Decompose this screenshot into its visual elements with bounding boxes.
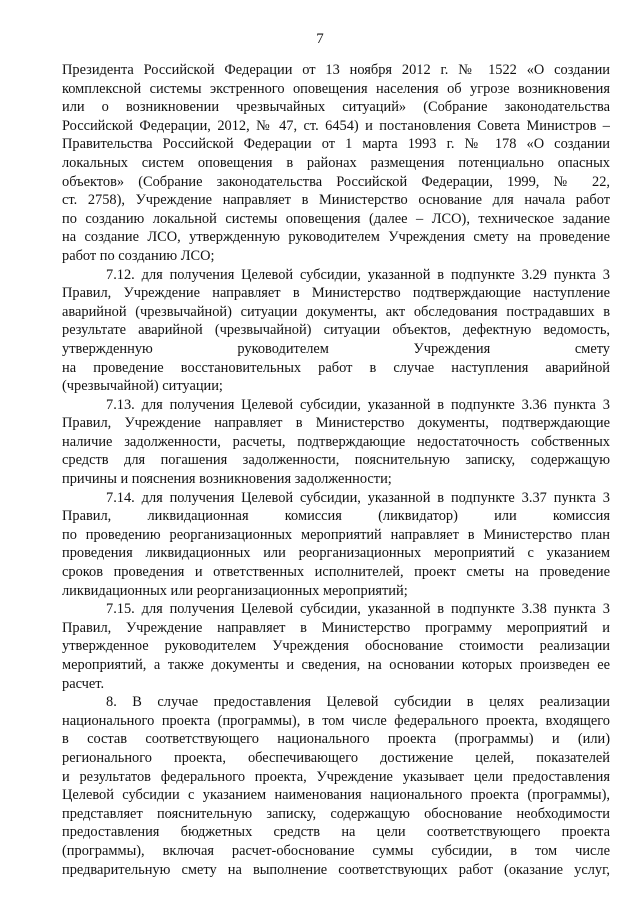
text-line: утвержденное руководителем Учреждения обоснование стоимости реализации	[62, 638, 610, 655]
text-line: (программы), включая расчет-обоснование суммы субсидии, в том числе	[62, 842, 610, 859]
text-line: представляет пояснительную записку, содержащую обоснование необходимости	[62, 805, 610, 822]
text-line: регионального проекта, обеспечивающего достижение целей, показателей	[62, 749, 610, 766]
text-line: (чрезвычайной) ситуации;	[62, 378, 223, 395]
text-line: проведения ликвидационных или реорганизационных мероприятий с указанием	[62, 545, 610, 562]
text-line: объектов» (Собрание законодательства Российской Федерации, 1999, № 22,	[62, 173, 610, 190]
text-line: 7.13. для получения Целевой субсидии, указанной в подпункте 3.36 пункта 3	[106, 396, 610, 413]
text-line: работ по созданию ЛСО;	[62, 247, 215, 264]
text-line: предварительную смету на выполнение соответствующих работ (оказание услуг,	[62, 861, 610, 878]
text-line: результате аварийной (чрезвычайной) ситуации объектов, дефектную ведомость,	[62, 322, 610, 339]
text-line: аварийной (чрезвычайной) ситуации документы, акт обследования пострадавших в	[62, 303, 610, 320]
text-line: 8. В случае предоставления Целевой субсидии в целях реализации	[106, 694, 610, 711]
text-line: в состав соответствующего национального проекта (программы) и (или)	[62, 731, 610, 748]
text-line: мероприятий, а также документы и сведения, на основании которых произведен ее	[62, 657, 610, 673]
text-line: Целевой субсидии с указанием наименования национального проекта (программы),	[62, 787, 610, 804]
text-line: локальных систем оповещения в районах размещения потенциально опасных	[62, 154, 610, 171]
text-line: на создание ЛСО, утвержденную руководителем Учреждения смету на проведение	[62, 229, 610, 246]
document-body	[62, 61, 610, 879]
text-line: причины и пояснения возникновения задолженности;	[62, 471, 392, 488]
text-line: наличие задолженности, расчеты, подтверждающие недостаточность собственных	[62, 433, 610, 450]
page-number: 7	[316, 31, 324, 47]
text-line: Правил, ликвидационная комиссия (ликвидатор) или комиссия	[62, 508, 610, 525]
text-line: или о возникновении чрезвычайных ситуаций» (Собрание законодательства	[62, 99, 610, 116]
text-line: 7.12. для получения Целевой субсидии, указанной в подпункте 3.29 пункта 3	[106, 266, 610, 283]
text-line: ст. 2758), Учреждение направляет в Министерство основание для начала работ	[62, 192, 610, 209]
text-line: 7.15. для получения Целевой субсидии, указанной в подпункте 3.38 пункта 3	[106, 601, 610, 618]
text-line: национального проекта (программы), в том числе федерального проекта, входящего	[62, 712, 610, 729]
text-line: расчет.	[62, 675, 105, 692]
text-line: 7.14. для получения Целевой субсидии, указанной в подпункте 3.37 пункта 3	[106, 489, 610, 506]
text-line: Правил, Учреждение направляет в Министерство программу мероприятий и	[62, 619, 610, 636]
text-line: сроков проведения и ответственных исполнителей, проект сметы на проведение	[62, 564, 610, 581]
text-line: утвержденную руководителем Учреждения смету	[62, 340, 610, 357]
text-line: Правил, Учреждение направляет в Министерство подтверждающие наступление	[62, 285, 610, 302]
text-line: по созданию локальной системы оповещения (далее – ЛСО), техническое задание	[62, 210, 610, 227]
text-line: ликвидационных или реорганизационных мероприятий;	[62, 582, 408, 599]
text-line: Правил, Учреждение направляет в Министерство документы, подтверждающие	[62, 415, 610, 432]
text-line: средств для погашения задолженности, пояснительную записку, содержащую	[62, 452, 610, 469]
text-line: на проведение восстановительных работ в случае наступления аварийной	[62, 359, 610, 376]
text-line: по проведению реорганизационных мероприятий направляет в Министерство план	[62, 526, 610, 543]
text-line: Правительства Российской Федерации от 1 марта 1993 г. № 178 «О создании	[62, 136, 610, 153]
text-line: комплексной системы экстренного оповещения населения об угрозе возникновения	[62, 80, 610, 97]
text-line: Президента Российской Федерации от 13 ноября 2012 г. № 1522 «О создании	[62, 62, 610, 78]
text-line: предоставления бюджетных средств на цели соответствующего проекта	[62, 824, 610, 841]
text-line: Российской Федерации, 2012, № 47, ст. 6454) и постановления Совета Министров –	[62, 117, 610, 134]
text-line: и результатов федерального проекта, Учреждение указывает цели предоставления	[62, 768, 610, 785]
